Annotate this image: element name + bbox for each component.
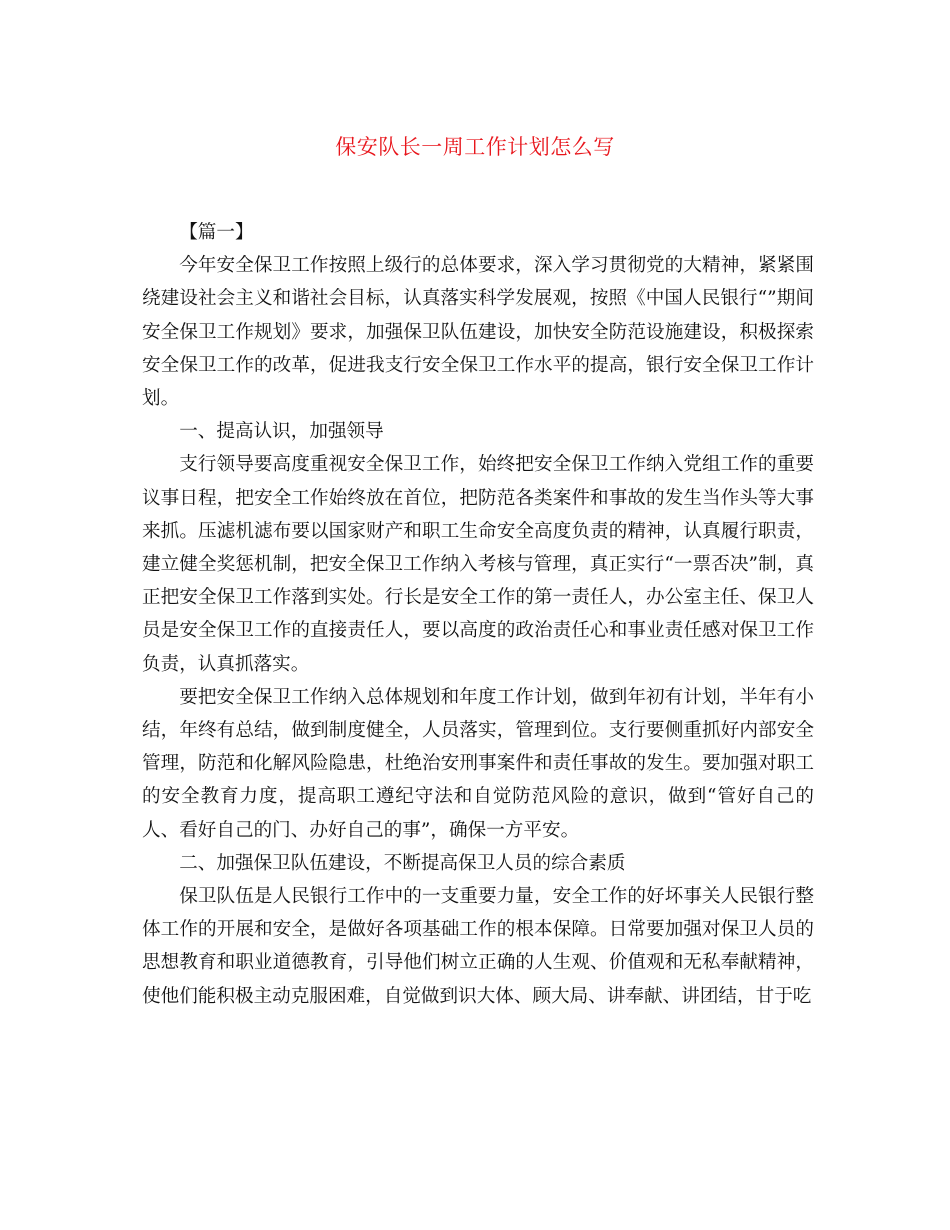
- paragraph: 支行领导要高度重视安全保卫工作，始终把安全保卫工作纳入党组工作的重要议事日程，把安全工作始终放在首位，把防范各类案件和事故的发生当作头等大事来抓。压滤机滤布要以国家财产和职工生命安全高度负责的精神，认真履行职责，建立健全奖惩机制，把安全保卫工作纳入考核与管理，真正实行“一票否决”制，真正把安全保卫工作落到实处。行长是安全工作的第一责任人，办公室主任、保卫人员是安全保卫工作的直接责任人，要以高度的政治责任心和事业责任感对保卫工作负责，认真抓落实。: [142, 454, 814, 675]
- sub-heading: 二、加强保卫队伍建设，不断提高保卫人员的综合素质: [179, 852, 626, 874]
- document-title: 保安队长一周工作计划怎么写: [335, 135, 615, 159]
- sub-heading: 一、提高认识，加强领导: [179, 421, 384, 443]
- section-heading: 【篇一】: [179, 222, 254, 243]
- document-body: [142, 216, 814, 1013]
- paragraph: 保卫队伍是人民银行工作中的一支重要力量，安全工作的好坏事关人民银行整体工作的开展和安全，是做好各项基础工作的根本保障。日常要加强对保卫人员的思想教育和职业道德教育，引导他们树立正确的人生观、价值观和无私奉献精神，使他们能积极主动克服困难，自觉做到识大体、顾大局、讲奉献、讲团结，甘于吃: [142, 886, 814, 1007]
- paragraph: 今年安全保卫工作按照上级行的总体要求，深入学习贯彻党的大精神，紧紧围绕建设社会主义和谐社会目标，认真落实科学发展观，按照《中国人民银行“”期间安全保卫工作规划》要求，加强保卫队伍建设，加快安全防范设施建设，积极探索安全保卫工作的改革，促进我支行安全保卫工作水平的提高，银行安全保卫工作计划。: [142, 255, 814, 410]
- paragraph: 要把安全保卫工作纳入总体规划和年度工作计划，做到年初有计划，半年有小结，年终有总结，做到制度健全，人员落实，管理到位。支行要侧重抓好内部安全管理，防范和化解风险隐患，杜绝治安刑事案件和责任事故的发生。要加强对职工的安全教育力度，提高职工遵纪守法和自觉防范风险的意识，做到“管好自己的人、看好自己的门、办好自己的事”，确保一方平安。: [142, 686, 814, 841]
